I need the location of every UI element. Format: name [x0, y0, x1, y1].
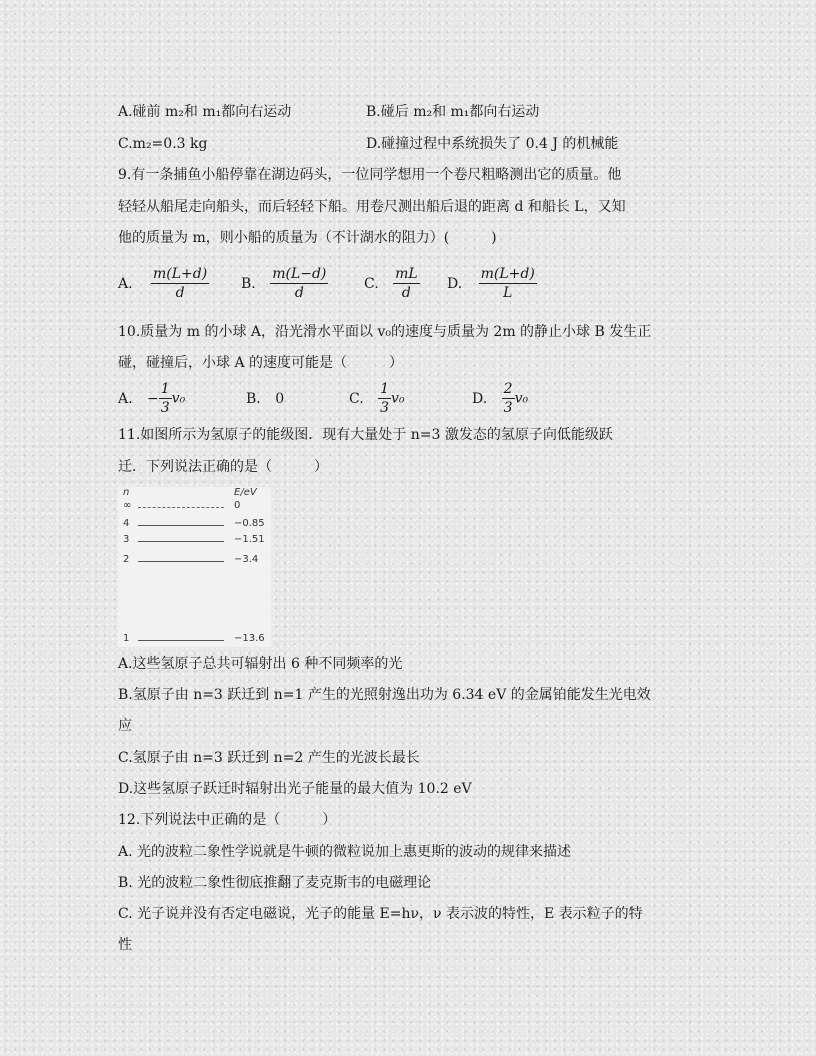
q12-stem: 12.下列说法中正确的是（ ）: [118, 812, 337, 828]
level-e-infinity: 0: [234, 500, 241, 511]
q8-option-b: B.碰后 m₂和 m₁都向右运动: [366, 104, 540, 120]
option-label: A.: [118, 275, 133, 292]
q11-option-b-line2: 应: [118, 718, 132, 734]
option-label: D.: [447, 275, 463, 292]
option-value: 0: [275, 391, 285, 407]
numerator: 1: [160, 381, 170, 397]
option-label: B.: [246, 391, 261, 407]
energy-level-line: [138, 507, 224, 508]
q11-option-c: C.氢原子由 n=3 跃迁到 n=2 产生的光波长最长: [118, 750, 420, 766]
option-label: C.: [349, 390, 364, 407]
q9-option-d: [447, 265, 537, 302]
velocity-symbol: v₀: [514, 390, 529, 407]
energy-level-line: [138, 525, 224, 526]
q12-option-c-line1: C. 光子说并没有否定电磁说，光子的能量 E=hν，ν 表示波的特性，E 表示粒子的特: [118, 906, 643, 922]
q10-stem-line1: 10.质量为 m 的小球 A，沿光滑水平面以 v₀的速度与质量为 2m 的静止小球 B 发生正: [118, 324, 652, 340]
q9-stem-line3: 他的质量为 m，则小船的质量为（不计湖水的阻力）( ): [118, 230, 497, 246]
level-n-1: 1: [123, 633, 130, 644]
q11-stem-line2: 迁．下列说法正确的是（ ）: [118, 459, 328, 475]
fraction: [378, 380, 391, 417]
numerator: 2: [503, 381, 513, 397]
velocity-symbol: v₀: [391, 390, 405, 407]
option-label: A.: [118, 390, 133, 407]
numerator: m(L+d): [153, 266, 208, 282]
sign: −: [147, 390, 159, 407]
q9-option-b: [241, 265, 328, 302]
option-label: D.: [472, 390, 488, 407]
energy-level-line: [138, 541, 224, 542]
q9-option-c: [364, 265, 420, 302]
q9-stem-line2: 轻轻从船尾走向船头，而后轻轻下船。用卷尺测出船后退的距离 d 和船长 L，又知: [118, 199, 626, 215]
level-e-4: −0.85: [234, 518, 265, 529]
denominator: 3: [503, 400, 513, 416]
level-e-1: −13.6: [234, 633, 265, 644]
fraction: [393, 265, 420, 302]
q12-option-c-line2: 性: [118, 937, 132, 953]
denominator: d: [294, 285, 304, 301]
q12-option-a: A. 光的波粒二象性学说就是牛顿的微粒说加上惠更斯的波动的规律来描述: [118, 844, 572, 860]
q10-option-d: [472, 380, 528, 417]
level-n-infinity: ∞: [123, 500, 132, 511]
option-label: B.: [241, 275, 256, 292]
q10-option-a: [118, 380, 185, 417]
fraction: [270, 265, 328, 302]
fraction: [151, 265, 209, 302]
energy-axis-label: E/eV: [234, 487, 257, 498]
denominator: 3: [160, 400, 170, 416]
numerator: 1: [380, 381, 390, 397]
numerator: m(L+d): [480, 266, 535, 282]
level-n-4: 4: [123, 518, 130, 529]
q9-stem-line1: 9.有一条捕鱼小船停靠在湖边码头，一位同学想用一个卷尺粗略测出它的质量。他: [118, 167, 622, 183]
q11-stem-line1: 11.如图所示为氢原子的能级图．现有大量处于 n=3 激发态的氢原子向低能级跃: [118, 427, 613, 443]
denominator: L: [503, 285, 513, 301]
denominator: 3: [380, 400, 390, 416]
denominator: d: [401, 285, 411, 301]
energy-level-diagram: [118, 487, 271, 647]
level-e-3: −1.51: [234, 534, 265, 545]
fraction: [479, 265, 537, 302]
level-n-2: 2: [123, 554, 130, 565]
level-n-3: 3: [123, 534, 130, 545]
option-label: C.: [364, 275, 379, 292]
n-axis-label: n: [123, 487, 130, 498]
denominator: d: [175, 285, 185, 301]
q12-option-b: B. 光的波粒二象性彻底推翻了麦克斯韦的电磁理论: [118, 875, 432, 891]
numerator: m(L−d): [272, 266, 327, 282]
numerator: mL: [395, 266, 418, 282]
q11-option-b-line1: B.氢原子由 n=3 跃迁到 n=1 产生的光照射逸出功为 6.34 eV 的金属铂能发生光电效: [118, 687, 651, 703]
fraction: [159, 380, 172, 417]
q10-option-c: [349, 380, 405, 417]
fraction: [502, 380, 515, 417]
level-e-2: −3.4: [234, 554, 259, 565]
energy-level-line: [138, 640, 224, 641]
q11-option-d: D.这些氢原子跃迁时辐射出光子能量的最大值为 10.2 eV: [118, 781, 472, 797]
q9-option-a: [118, 265, 209, 302]
energy-level-line: [138, 561, 224, 562]
velocity-symbol: v₀: [171, 390, 186, 407]
q10-option-b: [246, 389, 284, 409]
q8-option-c: C.m₂=0.3 kg: [118, 136, 208, 152]
q11-option-a: A.这些氢原子总共可辐射出 6 种不同频率的光: [118, 656, 403, 672]
q10-stem-line2: 碰，碰撞后，小球 A 的速度可能是（ ）: [118, 355, 404, 371]
q8-option-a: A.碰前 m₂和 m₁都向右运动: [118, 104, 292, 120]
q8-option-d: D.碰撞过程中系统损失了 0.4 J 的机械能: [366, 136, 619, 152]
